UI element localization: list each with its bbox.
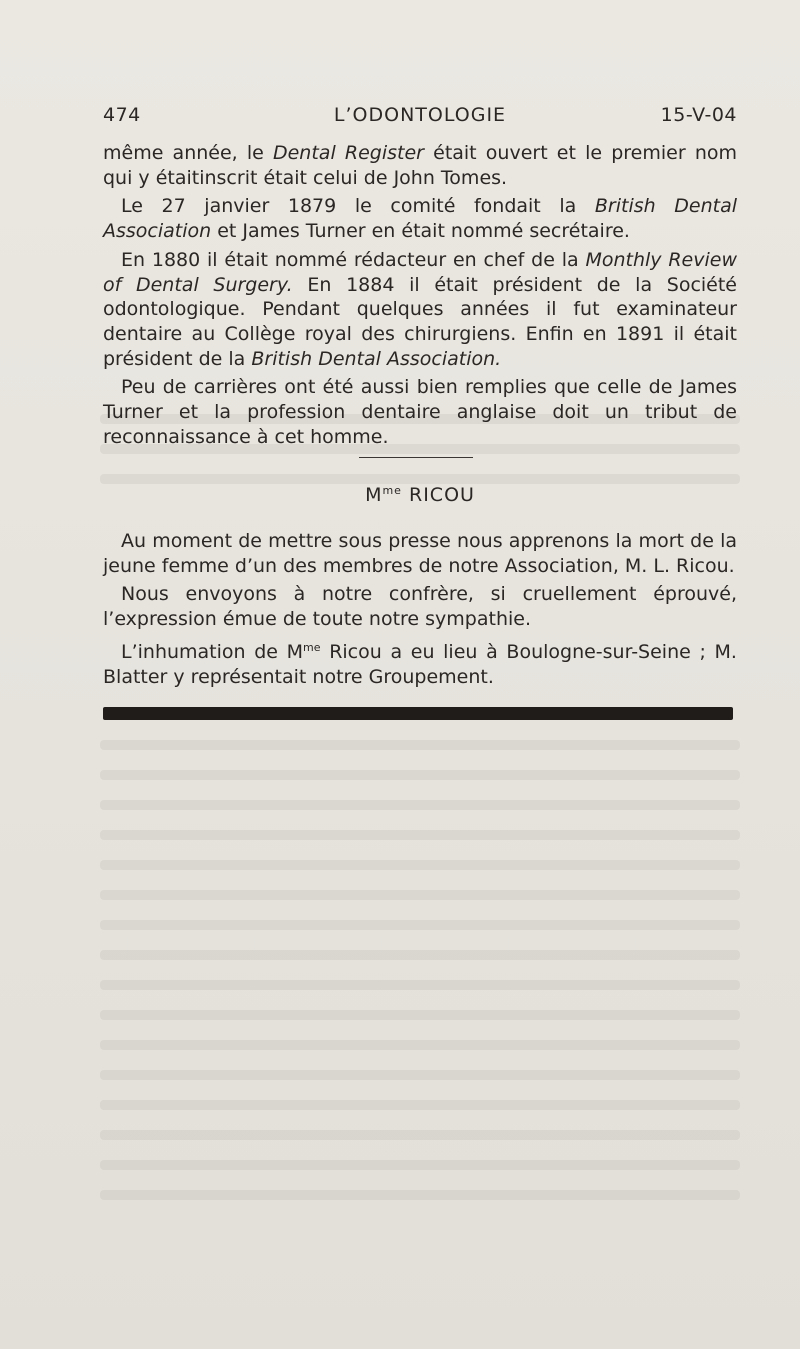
paragraph <box>103 194 737 243</box>
page-number: 474 <box>103 104 141 126</box>
journal-title: L’ODONTOLOGIE <box>333 104 507 126</box>
title-text: RICOU <box>401 484 475 506</box>
bleed-through <box>100 920 740 930</box>
italic-text: Dental Register <box>272 142 424 164</box>
paragraph-text: En 1884 il était président de la Société odontologique. Pendant quelques années il fut examinateur dentaire au Collège royal des chirurgiens. Enfin en 1891 il était président de la <box>103 273 737 370</box>
separator-line <box>359 457 473 458</box>
bleed-through <box>100 474 740 484</box>
paragraph-text: L’inhumation de M <box>121 640 304 663</box>
bleed-through <box>100 740 740 750</box>
paragraph-text: même année, le <box>103 142 273 164</box>
bleed-through <box>100 1070 740 1080</box>
paragraph <box>103 141 737 190</box>
closing-rule <box>103 707 733 720</box>
bleed-through <box>100 1040 740 1050</box>
title-superscript: me <box>382 484 402 497</box>
bleed-through <box>100 800 740 810</box>
paragraph <box>103 248 737 372</box>
paragraph-text: Ricou a eu lieu à Boulogne-sur-Seine ; M. Blatter y représentait notre Groupement. <box>103 640 737 688</box>
section-title <box>103 484 737 506</box>
bleed-through <box>100 1010 740 1020</box>
bleed-through <box>100 950 740 960</box>
paragraph-text: était ouvert et le premier nom qui y étaitinscrit était celui de John Tomes. <box>103 142 737 189</box>
issue-date: 15-V-04 <box>660 104 737 126</box>
italic-text: British Dental Association <box>103 195 737 243</box>
obituary-body <box>103 529 737 693</box>
bleed-through <box>100 1100 740 1110</box>
paragraph-text: Le 27 janvier 1879 le comité fondait la <box>121 195 595 218</box>
paragraph-text: En 1880 il était nommé rédacteur en chef de la <box>121 248 586 271</box>
superscript: me <box>303 640 321 654</box>
title-text: M <box>365 484 383 506</box>
bleed-through <box>100 770 740 780</box>
italic-text: Monthly Review of Dental Surgery. <box>103 248 737 296</box>
paragraph: Peu de carrières ont été aussi bien remplies que celle de James Turner et la profession dentaire anglaise doit un tribut de reconnaissance à cet homme. <box>103 376 737 448</box>
bleed-through <box>100 1190 740 1200</box>
italic-text: British Dental Association. <box>251 347 502 370</box>
bleed-through <box>100 830 740 840</box>
bleed-through <box>100 860 740 870</box>
paragraph: Au moment de mettre sous presse nous apprenons la mort de la jeune femme d’un des membres de notre Association, M. L. Ricou. <box>103 530 737 577</box>
bleed-through <box>100 890 740 900</box>
paragraph-text: et James Turner en était nommé secrétaire. <box>211 220 630 243</box>
bleed-through <box>100 1130 740 1140</box>
bleed-through <box>100 980 740 990</box>
article-body <box>103 141 737 453</box>
bleed-through <box>100 1160 740 1170</box>
paragraph <box>103 636 737 689</box>
paragraph: Nous envoyons à notre confrère, si cruellement éprouvé, l’expression émue de toute notre sympathie. <box>103 583 737 631</box>
running-header <box>103 104 737 130</box>
